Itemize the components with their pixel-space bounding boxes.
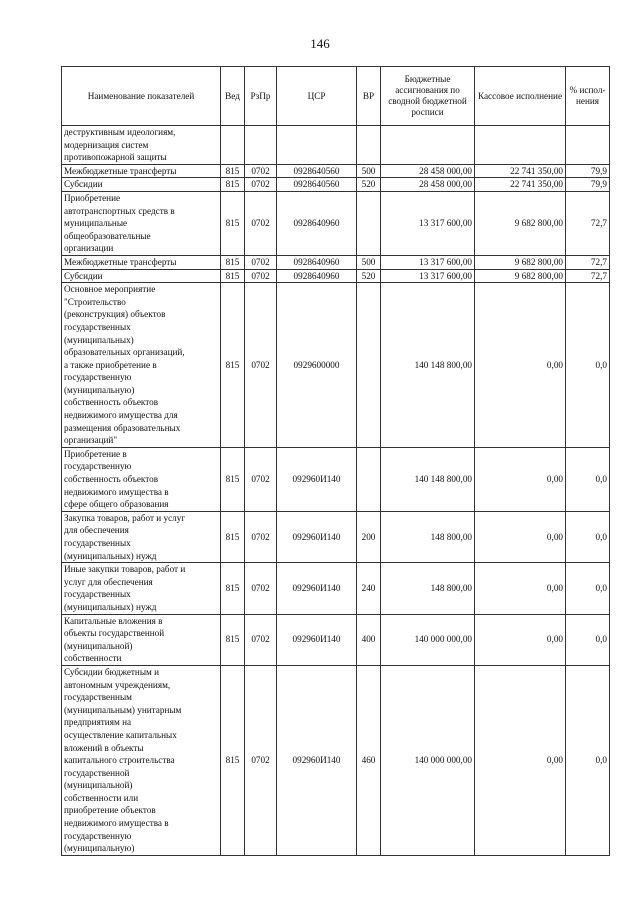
row-csr: 0929600000 bbox=[277, 283, 357, 448]
table-row bbox=[62, 665, 610, 855]
header-percent: % испол-нения bbox=[566, 67, 610, 126]
row-vr: 400 bbox=[357, 614, 381, 665]
page-number: 146 bbox=[310, 36, 330, 51]
header-vr: ВР bbox=[357, 67, 381, 126]
row-budget: 28 458 000,00 bbox=[381, 164, 475, 178]
row-csr: 092960И140 bbox=[277, 665, 357, 855]
row-budget: 148 800,00 bbox=[381, 511, 475, 562]
row-csr: 092960И140 bbox=[277, 563, 357, 614]
row-budget: 140 000 000,00 bbox=[381, 614, 475, 665]
row-cash: 22 741 350,00 bbox=[475, 178, 566, 192]
row-rzpr: 0702 bbox=[245, 665, 277, 855]
row-cash: 9 682 800,00 bbox=[475, 191, 566, 255]
table-header bbox=[62, 67, 610, 126]
row-percent: 79,9 bbox=[566, 178, 610, 192]
row-rzpr: 0702 bbox=[245, 164, 277, 178]
header-budget: Бюджетные ассигнования по сводной бюджетной росписи bbox=[381, 67, 475, 126]
header-ved: Вед bbox=[221, 67, 245, 126]
row-name: Капитальные вложения в объекты государственной (муниципальной) собственности bbox=[62, 614, 221, 665]
table-row bbox=[62, 511, 610, 562]
row-rzpr: 0702 bbox=[245, 255, 277, 269]
row-vr bbox=[357, 126, 381, 165]
row-cash: 0,00 bbox=[475, 614, 566, 665]
row-vr bbox=[357, 447, 381, 511]
row-budget: 28 458 000,00 bbox=[381, 178, 475, 192]
row-percent: 0,0 bbox=[566, 283, 610, 448]
row-percent: 72,7 bbox=[566, 269, 610, 283]
row-percent: 0,0 bbox=[566, 563, 610, 614]
header-row bbox=[62, 67, 610, 126]
row-name: Субсидии бюджетным и автономным учреждениям, государственным (муниципальным) унитарным предприятиям на осуществление капитальных вложений в объекты капитального строительства государственной (муниципальной) собственности или приобретение объектов недвижимого имущества в государственную (муниципальную) bbox=[62, 665, 221, 855]
table-body bbox=[62, 126, 610, 856]
row-budget: 148 800,00 bbox=[381, 563, 475, 614]
row-budget: 13 317 600,00 bbox=[381, 191, 475, 255]
row-vr: 520 bbox=[357, 269, 381, 283]
table-row bbox=[62, 283, 610, 448]
budget-execution-table bbox=[61, 66, 610, 856]
row-ved: 815 bbox=[221, 563, 245, 614]
row-ved: 815 bbox=[221, 447, 245, 511]
row-budget: 140 148 800,00 bbox=[381, 283, 475, 448]
row-percent: 79,9 bbox=[566, 164, 610, 178]
row-ved: 815 bbox=[221, 614, 245, 665]
row-rzpr: 0702 bbox=[245, 178, 277, 192]
table-row bbox=[62, 255, 610, 269]
table-row bbox=[62, 614, 610, 665]
row-cash: 0,00 bbox=[475, 665, 566, 855]
table-row bbox=[62, 164, 610, 178]
row-name: Межбюджетные трансферты bbox=[62, 255, 221, 269]
row-csr: 092960И140 bbox=[277, 614, 357, 665]
row-rzpr: 0702 bbox=[245, 614, 277, 665]
row-vr: 500 bbox=[357, 164, 381, 178]
row-ved: 815 bbox=[221, 255, 245, 269]
row-percent: 0,0 bbox=[566, 511, 610, 562]
table-row bbox=[62, 178, 610, 192]
row-name: Основное мероприятие "Строительство (реконструкция) объектов государственных (муниципальных) образовательных организаций, а также приобретение в государственную (муниципальную) собственность объектов недвижимого имущества для размещения образовательных организаций" bbox=[62, 283, 221, 448]
row-percent: 72,7 bbox=[566, 255, 610, 269]
row-vr bbox=[357, 283, 381, 448]
row-cash: 0,00 bbox=[475, 447, 566, 511]
row-name: Приобретение автотранспортных средств в муниципальные общеобразовательные организации bbox=[62, 191, 221, 255]
table-row bbox=[62, 191, 610, 255]
table-row bbox=[62, 126, 610, 165]
row-budget: 140 000 000,00 bbox=[381, 665, 475, 855]
row-rzpr: 0702 bbox=[245, 191, 277, 255]
row-budget: 13 317 600,00 bbox=[381, 255, 475, 269]
row-vr: 520 bbox=[357, 178, 381, 192]
row-ved: 815 bbox=[221, 191, 245, 255]
row-budget bbox=[381, 126, 475, 165]
row-vr: 200 bbox=[357, 511, 381, 562]
row-vr: 460 bbox=[357, 665, 381, 855]
row-ved: 815 bbox=[221, 178, 245, 192]
row-cash: 0,00 bbox=[475, 563, 566, 614]
row-vr: 500 bbox=[357, 255, 381, 269]
row-cash: 22 741 350,00 bbox=[475, 164, 566, 178]
header-rzpr: РзПр bbox=[245, 67, 277, 126]
row-ved: 815 bbox=[221, 665, 245, 855]
row-cash: 0,00 bbox=[475, 511, 566, 562]
table-row bbox=[62, 447, 610, 511]
row-rzpr: 0702 bbox=[245, 283, 277, 448]
header-csr: ЦСР bbox=[277, 67, 357, 126]
row-name: Приобретение в государственную собственность объектов недвижимого имущества в сфере общего образования bbox=[62, 447, 221, 511]
row-percent: 0,0 bbox=[566, 665, 610, 855]
row-ved: 815 bbox=[221, 511, 245, 562]
row-rzpr: 0702 bbox=[245, 447, 277, 511]
row-cash: 9 682 800,00 bbox=[475, 255, 566, 269]
row-name: Субсидии bbox=[62, 178, 221, 192]
row-budget: 140 148 800,00 bbox=[381, 447, 475, 511]
row-vr: 240 bbox=[357, 563, 381, 614]
row-cash: 0,00 bbox=[475, 283, 566, 448]
row-csr: 0928640560 bbox=[277, 178, 357, 192]
row-name: Закупка товаров, работ и услуг для обеспечения государственных (муниципальных) нужд bbox=[62, 511, 221, 562]
row-csr: 092960И140 bbox=[277, 511, 357, 562]
row-csr: 0928640560 bbox=[277, 164, 357, 178]
table-row bbox=[62, 563, 610, 614]
header-cash: Кассовое исполнение bbox=[475, 67, 566, 126]
row-name: Межбюджетные трансферты bbox=[62, 164, 221, 178]
row-ved: 815 bbox=[221, 164, 245, 178]
row-csr: 0928640960 bbox=[277, 191, 357, 255]
row-csr: 0928640960 bbox=[277, 255, 357, 269]
header-name: Наименование показателей bbox=[62, 67, 221, 126]
row-rzpr: 0702 bbox=[245, 511, 277, 562]
row-csr bbox=[277, 126, 357, 165]
row-ved: 815 bbox=[221, 269, 245, 283]
row-ved: 815 bbox=[221, 283, 245, 448]
row-ved bbox=[221, 126, 245, 165]
row-vr bbox=[357, 191, 381, 255]
row-rzpr: 0702 bbox=[245, 563, 277, 614]
row-cash bbox=[475, 126, 566, 165]
row-rzpr bbox=[245, 126, 277, 165]
row-percent: 0,0 bbox=[566, 447, 610, 511]
row-rzpr: 0702 bbox=[245, 269, 277, 283]
row-name: Субсидии bbox=[62, 269, 221, 283]
row-percent: 72,7 bbox=[566, 191, 610, 255]
row-percent: 0,0 bbox=[566, 614, 610, 665]
table-row bbox=[62, 269, 610, 283]
row-name: деструктивным идеологиям, модернизация систем противопожарной защиты bbox=[62, 126, 221, 165]
row-percent bbox=[566, 126, 610, 165]
row-name: Иные закупки товаров, работ и услуг для обеспечения государственных (муниципальных) нужд bbox=[62, 563, 221, 614]
row-csr: 0928640960 bbox=[277, 269, 357, 283]
row-cash: 9 682 800,00 bbox=[475, 269, 566, 283]
row-budget: 13 317 600,00 bbox=[381, 269, 475, 283]
row-csr: 092960И140 bbox=[277, 447, 357, 511]
